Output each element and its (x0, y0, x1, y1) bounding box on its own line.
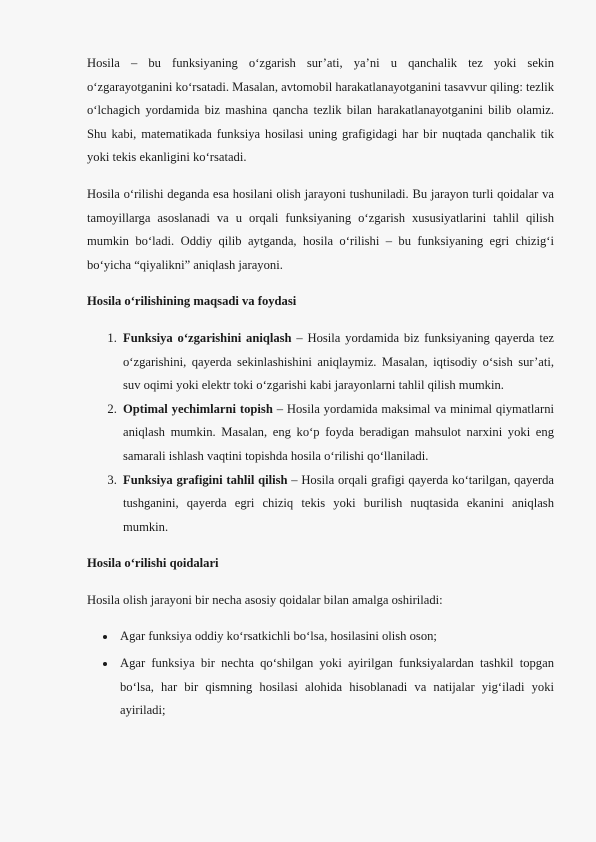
list-item-text: – Hosila orqali grafigi qayerda ko‘tarilgan, qayerda tushganini, qayerda egri chiziq tekis yoki burilish nuqtasida ekanini aniqlash mumkin. (123, 472, 554, 534)
bullet-item (120, 625, 554, 649)
watermark (18, 197, 81, 246)
bullet-list (87, 625, 554, 722)
bullet-text: Agar funksiya oddiy ko‘rsatkichli bo‘lsa, hosilasini olish oson; (120, 629, 437, 644)
list-item-title: Optimal yechimlarni topish (123, 401, 273, 416)
rules-intro: Hosila olish jarayoni bir necha asosiy qoidalar bilan amalga oshiriladi: (87, 592, 443, 607)
list-item-title: Funksiya grafigini tahlil qilish (123, 472, 288, 487)
section-heading-rules: Hosila o‘rilishi qoidalari (87, 556, 219, 571)
paragraph-2: Hosila o‘rilishi deganda esa hosilani olish jarayoni tushuniladi. Bu jarayon turli qoidalar va tamoyillarga asoslanadi va u orqali funksiyaning o‘zgarish xususiyatlarini tahlil qilish mumkin bo‘ladi. Oddiy qilib aytganda, hosila o‘rilishi – bu funksiyaning egri chizig‘i bo‘yicha “qiyalikni” aniqlash jarayoni. (87, 186, 554, 272)
section-heading-purpose: Hosila o‘rilishining maqsadi va foydasi (87, 294, 297, 309)
bullet-text: Agar funksiya bir nechta qo‘shilgan yoki ayirilgan funksiyalardan tashkil topgan bo‘lsa, har bir qismning hosilasi alohida hisoblanadi va natijalar yig‘iladi yoki ayiriladi; (120, 656, 554, 718)
list-item-title: Funksiya o‘zgarishini aniqlash (123, 330, 292, 345)
paragraph-1: Hosila – bu funksiyaning o‘zgarish sur’ati, ya’ni u qanchalik tez yoki sekin o‘zgarayotganini ko‘rsatadi. Masalan, avtomobil harakatlanayotganini tasavvur qiling: tezlik o‘lchagich yordamida biz mashina qancha tezlik bilan harakatlanayotganini bilib olamiz. Shu kabi, matematikada funksiya hosilasi uning grafigidagi har bir nuqtada qanchalik tik yoki tekis ekanligini ko‘rsatadi. (87, 56, 554, 165)
bullet-icon (103, 662, 107, 666)
list-item (120, 469, 554, 540)
document-page (87, 52, 554, 726)
list-item (120, 398, 554, 469)
bullet-item (120, 652, 554, 723)
list-item-text: – Hosila yordamida maksimal va minimal qiymatlarni aniqlash mumkin. Masalan, eng ko‘p foyda beradigan mahsulot narxini yoki eng samarali ishlash vaqtini topishda hosila o‘rilishi qo‘llaniladi. (123, 401, 554, 463)
numbered-list (87, 327, 554, 539)
bullet-icon (103, 635, 107, 639)
list-item-text: – Hosila yordamida biz funksiyaning qayerda tez o‘zgarishini, qayerda sekinlashishini aniqlaymiz. Masalan, iqtisodiy o‘sish sur’ati, suv oqimi yoki elektr toki o‘zgarishi kabi jarayonlarni tahlil qilish mumkin. (123, 330, 555, 393)
list-item (120, 327, 554, 398)
